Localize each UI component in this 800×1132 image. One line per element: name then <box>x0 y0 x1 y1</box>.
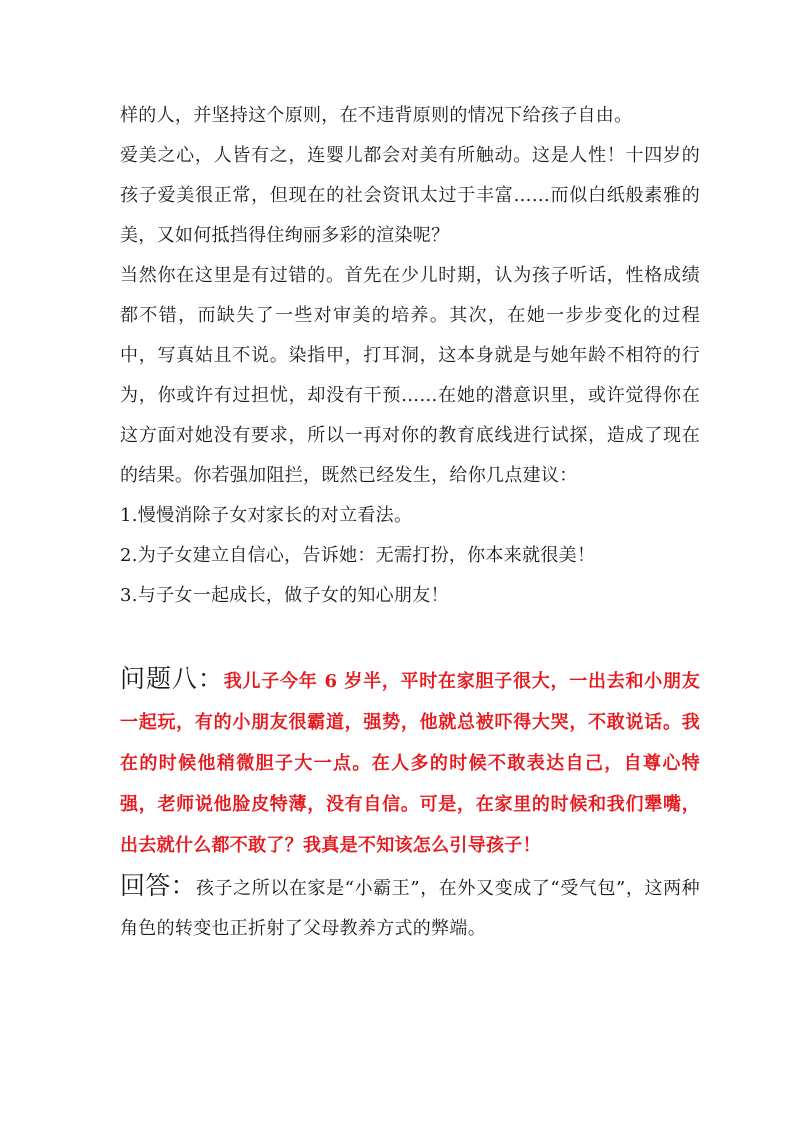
paragraph-love-of-beauty: 爱美之心，人皆有之，连婴儿都会对美有所触动。这是人性！十四岁的孩子爱美很正常，但现在的社会资讯太过于丰富……而似白纸般素雅的美，又如何抵挡得住绚丽多彩的渲染呢？ <box>120 145 700 246</box>
answer-block <box>120 866 700 949</box>
paragraph-principle: 样的人，并坚持这个原则，在不违背原则的情况下给孩子自由。 <box>120 105 633 126</box>
question-text: 我儿子今年 6 岁半，平时在家胆子很大，一出去和小朋友一起玩，有的小朋友很霸道，强势，他就总被吓得大哭，不敢说话。我在的时候他稍微胆子大一点。在人多的时候不敢表达自己，自尊心特强，老师说他脸皮特薄，没有自信。可是，在家里的时候和我们犟嘴，出去就什么都不敢了？我真是不知该怎么引导孩子！ <box>120 671 700 856</box>
suggestion-item-1: 1.慢慢消除子女对家长的对立看法。 <box>120 505 413 526</box>
question-block <box>120 658 700 866</box>
question-label: 问题八： <box>120 664 224 693</box>
suggestion-item-3: 3.与子女一起成长，做子女的知心朋友！ <box>120 585 449 606</box>
suggestion-item-2: 2.为子女建立自信心，告诉她：无需打扮，你本来就很美！ <box>120 545 596 566</box>
paragraph-parent-fault: 当然你在这里是有过错的。首先在少儿时期，认为孩子听话，性格成绩都不错，而缺失了一些对审美的培养。其次，在她一步步变化的过程中，写真姑且不说。染指甲，打耳洞，这本身就是与她年龄不相符的行为，你或许有过担忧，却没有干预……在她的潜意识里，或许觉得你在这方面对她没有要求，所以一再对你的教育底线进行试探，造成了现在的结果。你若强加阻拦，既然已经发生，给你几点建议： <box>120 265 700 486</box>
answer-label: 回答： <box>120 871 196 900</box>
answer-text: 孩子之所以在家是“小霸王”，在外又变成了“受气包”，这两种角色的转变也正折射了父母教养方式的弊端。 <box>120 878 700 939</box>
document-page <box>120 96 700 949</box>
section-spacer <box>120 616 700 658</box>
